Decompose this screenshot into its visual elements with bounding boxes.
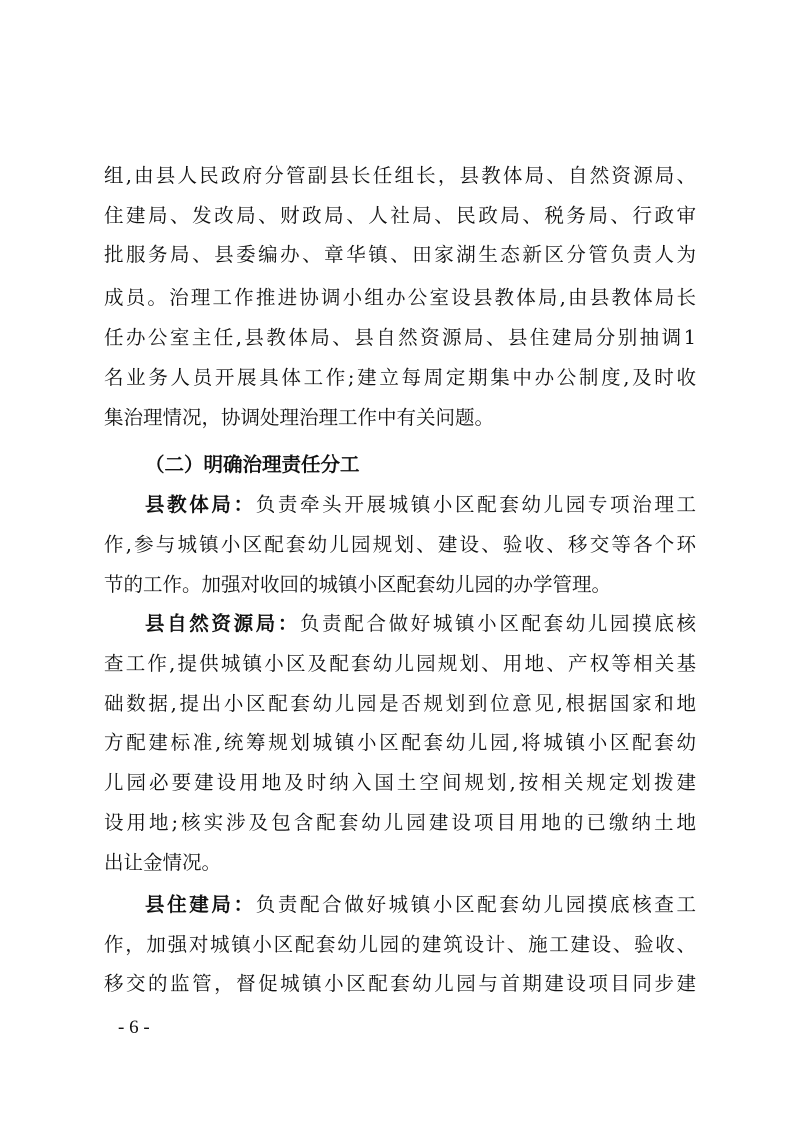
page-number: - 6 -: [118, 1017, 150, 1038]
text-line: 作,参与城镇小区配套幼儿园规划、建设、验收、移交等各个环: [104, 533, 696, 556]
text-line: 作，加强对城镇小区配套幼儿园的建筑设计、施工建设、验收、: [104, 933, 696, 956]
text-line: 儿园必要建设用地及时纳入国土空间规划,按相关规定划拨建: [104, 771, 696, 794]
paragraph-text: 负责配合做好城镇小区配套幼儿园摸底核查工: [255, 893, 696, 916]
text-line: 住建局、发改局、财政局、人社局、民政局、税务局、行政审: [104, 204, 696, 227]
text-line: 名业务人员开展具体工作;建立每周定期集中办公制度,及时收: [104, 366, 696, 389]
text-line: 方配建标准,统筹规划城镇小区配套幼儿园,将城镇小区配套幼: [104, 731, 696, 754]
text-line: 节的工作。加强对收回的城镇小区配套幼儿园的办学管理。: [104, 573, 612, 596]
paragraph-text: 负责配合做好城镇小区配套幼儿园摸底核: [300, 612, 696, 635]
text-line: 出让金情况。: [104, 851, 222, 874]
text-line: 批服务局、县委编办、章华镇、田家湖生态新区分管负责人为: [104, 243, 696, 266]
text-line: 任办公室主任,县教体局、县自然资源局、县住建局分别抽调1: [104, 326, 696, 349]
text-line: 设用地;核实涉及包含配套幼儿园建设项目用地的已缴纳土地: [104, 811, 696, 834]
text-line: 础数据,提出小区配套幼儿园是否规划到位意见,根据国家和地: [104, 692, 696, 715]
section-heading: （二）明确治理责任分工: [145, 453, 360, 476]
text-line: 成员。治理工作推进协调小组办公室设县教体局,由县教体局长: [104, 286, 696, 309]
paragraph-label: 县住建局：: [145, 893, 256, 916]
text-line: 查工作,提供城镇小区及配套幼儿园规划、用地、产权等相关基: [104, 652, 696, 675]
paragraph-label: 县自然资源局：: [145, 612, 301, 635]
paragraph-first-line: [145, 489, 696, 521]
text-line: 移交的监管，督促城镇小区配套幼儿园与首期建设项目同步建: [104, 972, 696, 995]
paragraph-label: 县教体局：: [145, 493, 256, 516]
paragraph-first-line: [145, 889, 696, 921]
text-line: 组,由县人民政府分管副县长任组长，县教体局、自然资源局、: [104, 164, 696, 187]
text-line: 集治理情况，协调处理治理工作中有关问题。: [104, 406, 495, 429]
paragraph-first-line: [145, 608, 696, 640]
paragraph-text: 负责牵头开展城镇小区配套幼儿园专项治理工: [255, 493, 696, 516]
